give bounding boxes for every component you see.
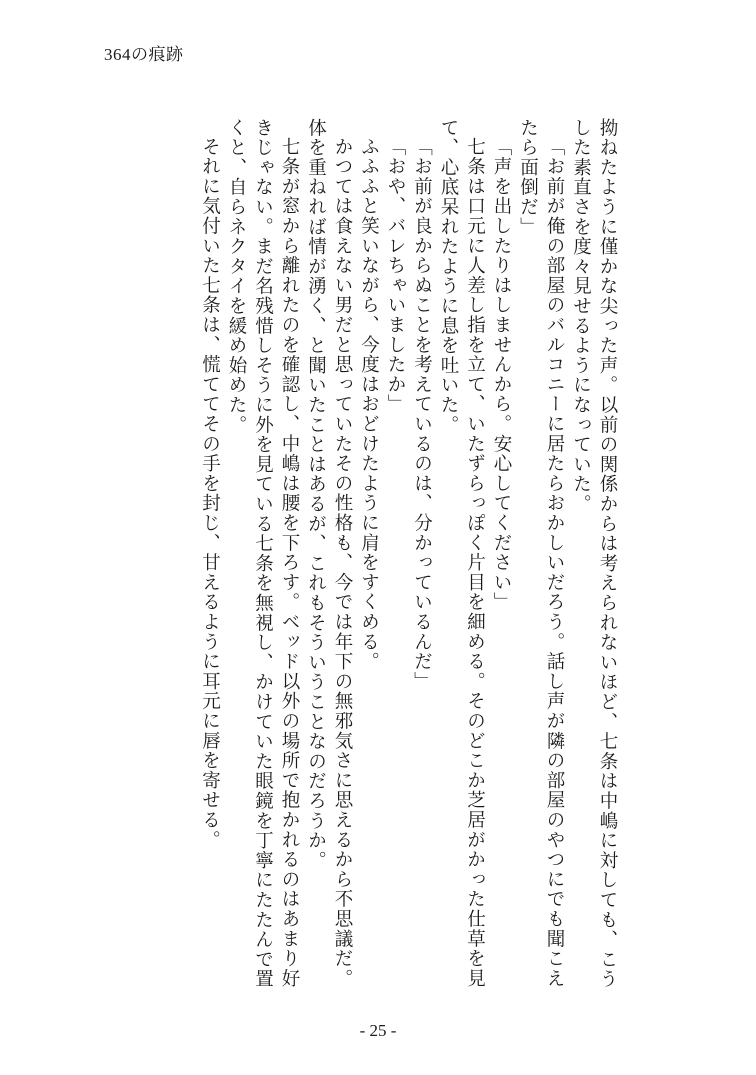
paragraph: 七条が窓から離れたのを確認し、中嶋は腰を下ろす。ベッド以外の場所で抱かれるのはあまり好きじゃない。まだ名残惜しそうに外を見ている七条を無視し、かけていた眼鏡を丁寧にたたんで置くと、自らネクタイを緩め始めた。	[226, 118, 300, 990]
paragraph: 七条は口元に人差し指を立て、いたずらっぽく片目を細める。そのどこか芝居がかった仕草を見て、心底呆れたように息を吐いた。	[438, 118, 486, 988]
paragraph: 「お前が良からぬことを考えているのは、分かっているんだ」	[411, 136, 433, 691]
vertical-text-body	[100, 118, 620, 998]
running-header: 364の痕跡	[104, 45, 184, 64]
paragraph: 「お前が俺の部屋のバルコニーに居たらおかしいだろう。話し声が隣の部屋のやつにでも聞こえたら面倒だ」	[517, 118, 565, 988]
paragraph: 「おや、バレちゃいましたか」	[385, 136, 406, 414]
paragraph: ふふふと笑いながら、今度はおどけたように肩をすくめる。	[358, 136, 380, 672]
page-number: - 25 -	[359, 1021, 397, 1040]
paragraph: かつては食えない男だと思っていたその性格も、今では年下の無邪気さに思えるから不思議だ。体を重ねれば情が湧く、と聞いたことはあるが、これもそういうことなのだろうか。	[305, 118, 353, 988]
paragraph: それに気付いた七条は、慌ててその手を封じ、甘えるように耳元に唇を寄せる。	[199, 136, 221, 850]
paragraph: 拗ねたように僅かな尖った声。以前の関係からは考えられないほど、七条は中嶋に対しても、こうした素直さを度々見せるようになっていた。	[570, 118, 618, 990]
paragraph: 「声を出したりはしませんから。安心してください」	[491, 136, 512, 612]
